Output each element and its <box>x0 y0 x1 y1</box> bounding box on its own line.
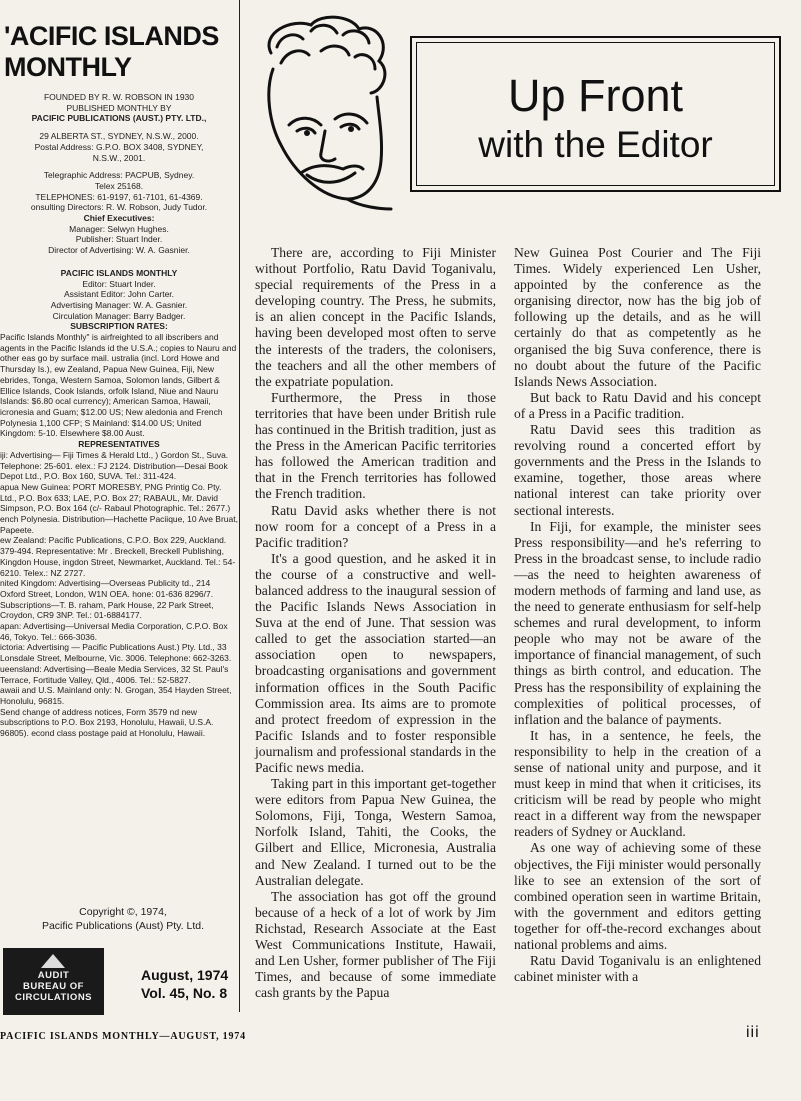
article-paragraph: Furthermore, the Press in those territories that have been under British rule has continued in the British tradition, just as the Press in the American Pacific territories has followed the American tradition and that in the French territories has followed the French tradition. <box>255 389 496 502</box>
copyright-line-1: Copyright ©, 1974, <box>79 906 167 918</box>
article-paragraph: The association has got off the ground because of a heck of a lot of work by Jim Richstad, Research Associate at the East West Communications Institute, Hawaii, and Len Usher, former publisher of The Fiji Times, and because of some immediate cash grants by the Papua <box>255 888 496 1001</box>
rep-queensland: ueensland: Advertising—Beale Media Services, 32 St. Paul's Terrace, Fortitude Valley, Qld., 4006. Tel.: 52-5827. <box>0 663 229 685</box>
copyright-notice <box>8 905 238 933</box>
publisher: Publisher: Stuart Inder. <box>75 234 163 245</box>
copyright-line-2: Pacific Publications (Aust) Pty. Ltd. <box>41 920 205 932</box>
representatives-heading: REPRESENTATIVES <box>78 439 160 450</box>
rep-japan: apan: Advertising—Universal Media Corporation, C.P.O. Box 46, Tokyo. Tel.: 666-3036. <box>0 621 228 642</box>
issue-volume: Vol. 45, No. 8 <box>141 985 228 1001</box>
running-footer: PACIFIC ISLANDS MONTHLY—AUGUST, 1974 <box>0 1031 246 1042</box>
telegraphic-address: Telegraphic Address: PACPUB, Sydney. <box>43 170 195 181</box>
title-line-1: 'ACIFIC ISLANDS <box>4 21 219 51</box>
audit-emblem-icon <box>41 954 65 968</box>
rep-victoria: ictoria: Advertising — Pacific Publications Aust.) Pty. Ltd., 33 Lonsdale Street, Melbourne, Vic. 3006. Telephone: 662-3263. <box>0 642 232 664</box>
founded-line: FOUNDED BY R. W. ROBSON IN 1930 <box>43 92 195 102</box>
rep-united-kingdom: nited Kingdom: Advertising—Overseas Publicity td., 214 Oxford Street, London, W1N OEA. hone: 01-636 8296/7. Subscriptions—T. B. raham, Park House, 22 Park Street, Croydon, CR9 3NP. Tel.: 01-6884177. <box>0 578 214 621</box>
subscription-rates: Pacific Islands Monthly" is airfreighted to all ibscribers and agents in the Pacific Islands id the U.S.A.; copies to Nauru and other eas go by surface mail. ustralia (incl. Lord Howe and Thursday Is.), ew Zealand, Papua New Guinea, Fiji, New ebrides, Tonga, Western Samoa, Solomon lands, Gilbert & Ellice Islands, Cook Islands, orfolk Island, Niue and Nauru Islands: $6.80 ocal currency); American Samoa, Hawaii, icronesia and Guam; $12.00 US; New aledonia and French Polynesia 1,100 CFP; S Mainland: $14.00 US; United Kingdom: 5-10. Elsewhere $8.00 Aust. <box>0 332 237 439</box>
page-number: iii <box>746 1024 760 1041</box>
telex: Telex 25168. <box>94 180 144 191</box>
telephones: TELEPHONES: 61-9197, 61-7101, 61-4369. <box>35 191 203 202</box>
advertising-manager: Advertising Manager: W. A. Gasnier. <box>50 299 188 310</box>
headline-line-2: with the Editor <box>478 124 713 165</box>
article-paragraph: Ratu David asks whether there is not now room for a concept of a Press in a Pacific tradition? <box>255 502 496 550</box>
published-line: PUBLISHED MONTHLY BY <box>66 102 172 113</box>
rep-french-polynesia: ench Polynesia. Distribution—Hachette Paciique, 10 Ave Bruat, Papeete. <box>0 514 238 535</box>
postal-address-cont: N.S.W., 2001. <box>92 152 146 163</box>
audit-line-3: CIRCULATIONS <box>14 992 93 1003</box>
rep-fiji: iji: Advertising— Fiji Times & Herald Ltd., ) Gordon St., Suva. Telephone: 25-601. elex.: FJ 2124. Distribution—Desai Book Depot Ltd., P.O. Box 160, SUVA. Tel.: 311-424. <box>0 449 229 482</box>
rep-papua-new-guinea: apua New Guinea: PORT MORESBY, PNG Printig Co. Pty. Ltd., P.O. Box 633; LAE, P.O. Box 27; RABAUL, Mr. David Simpson, P.O. Box 164 (c/- Rabaul Photographic. Tel.: 2677.) <box>0 481 231 514</box>
consulting-directors: onsulting Directors: R. W. Robson, Judy Tudor. <box>30 202 208 213</box>
title-line-2: MONTHLY <box>4 52 132 82</box>
article-paragraph: Taking part in this important get-together were editors from Papua New Guinea, the Solomons, Fiji, Tonga, Western Samoa, Norfolk Island, Tahiti, the Cooks, the Gilbert and Ellice, Micronesia, Australia and New Zealand. I turned out to be the Australian delegate. <box>255 776 496 888</box>
staff-heading: PACIFIC ISLANDS MONTHLY <box>60 267 178 278</box>
audit-line-1: AUDIT <box>37 970 70 981</box>
article-paragraph: But back to Ratu David and his concept of a Press in a Pacific tradition. <box>514 389 761 421</box>
circulation-manager: Circulation Manager: Barry Badger. <box>52 310 186 321</box>
article-paragraph: Ratu David sees this tradition as revolving round a concerted effort by governments and the Press in the Islands to examine, together, those areas where national interest can take priority over sectional interests. <box>514 422 761 518</box>
article-paragraph: As one way of achieving some of these objectives, the Fiji minister would personally like to see an extension of the sort of combined operation seen in wartime Britain, with the government and editors getting together for off-the-record exchanges about national problems and aims. <box>514 840 761 953</box>
rep-hawaii: awaii and U.S. Mainland only: N. Grogan, 354 Hayden Street, Honolulu, 96815. <box>0 685 232 706</box>
editor: Editor: Stuart Inder. <box>82 278 156 289</box>
article-paragraph: In Fiji, for example, the minister sees Press responsibility—and he's referring to Press in the broadcast sense, to include radio—as the need to heighten awareness of modern methods of farming and land use, as the need to generate enthusiasm for self-help schemes and rural development, to inform people who may not be aware of the importance of financial management, of such things as birth control, and education. The Press has the responsibility of explaining the complexities of political processes, of inflation and the balance of payments. <box>514 518 761 727</box>
audit-line-2: BUREAU OF <box>23 981 84 992</box>
magazine-title <box>4 21 236 83</box>
article-paragraph: It has, in a sentence, he feels, the responsibility to help in the creation of a sense of national unity and purpose, and it must keep in mind that when it criticises, its criticism will be read by people who might react in a different way from the newspaper readers of Sydney or Auckland. <box>514 727 761 840</box>
address-line: 29 ALBERTA ST., SYDNEY, N.S.W., 2000. <box>39 131 199 142</box>
postal-address: Postal Address: G.P.O. BOX 3408, SYDNEY, <box>34 141 204 152</box>
assistant-editor: Assistant Editor: John Carter. <box>63 289 175 300</box>
editor-caricature-illustration <box>251 13 397 213</box>
article-column-2 <box>514 245 761 985</box>
headline-box <box>410 36 781 192</box>
rep-new-zealand: ew Zealand: Pacific Publications, C.P.O. Box 229, Auckland. 379-494. Representative: Mr . Breckell, Breckell Publishing, Kingdon House, ingdon Street, Newmarket, Auckland. Tel.: 54-6210. Telex.: NZ 2727. <box>0 535 236 578</box>
headline-line-1: Up Front <box>507 70 684 121</box>
audit-bureau-logo <box>3 948 104 1015</box>
address-change-notice: Send change of address notices, Form 3579 nd new subscriptions to P.O. Box 2193, Honolulu, Hawaii, U.S.A. 96805). econd class postage paid at Honolulu, Hawaii. <box>0 706 214 739</box>
article-paragraph: New Guinea Post Courier and The Fiji Times. Widely experienced Len Usher, appointed by the conference as the organising director, now has the big job of following up the details, and as he will certainly do that as competently as he organised the big Suva conference, there is no doubt about the future of the Pacific Islands News Association. <box>514 245 761 389</box>
article-paragraph: There are, according to Fiji Minister without Portfolio, Ratu David Toganivalu, special requirements of the Press in a developing country. The Press, he submits, is an alien concept in the Pacific Islands, having been developed most often to serve the interests of the traders, the colonisers, the teachers and all the other members of the expatriate population. <box>255 245 496 389</box>
chief-executives-heading: Chief Executives: <box>83 213 155 224</box>
publisher-company: PACIFIC PUBLICATIONS (AUST.) PTY. LTD., <box>31 113 207 124</box>
director-of-advertising: Director of Advertising: W. A. Gasnier. <box>48 245 190 256</box>
article-column-1 <box>255 245 496 1001</box>
article-paragraph: It's a good question, and he asked it in the course of a constructive and well-balanced address to the inaugural session of the Pacific Islands News Association in Suva at the end of June. That session was called to get the association started—an association open to newspapers, broadcasting organisations and government information offices in the South Pacific Commission area. Its aims are to promote and protect freedom of expression in the Pacific Islands and to foster responsible journalism and professional standards in the Pacific news media. <box>255 550 496 775</box>
masthead-details <box>0 92 238 739</box>
article-paragraph: Ratu David Toganivalu is an enlightened cabinet minister with a <box>514 953 761 985</box>
masthead-column <box>0 0 240 1012</box>
issue-info <box>141 966 228 1002</box>
manager: Manager: Selwyn Hughes. <box>69 223 169 234</box>
issue-date: August, 1974 <box>141 967 229 983</box>
subscription-heading: SUBSCRIPTION RATES: <box>70 321 168 332</box>
